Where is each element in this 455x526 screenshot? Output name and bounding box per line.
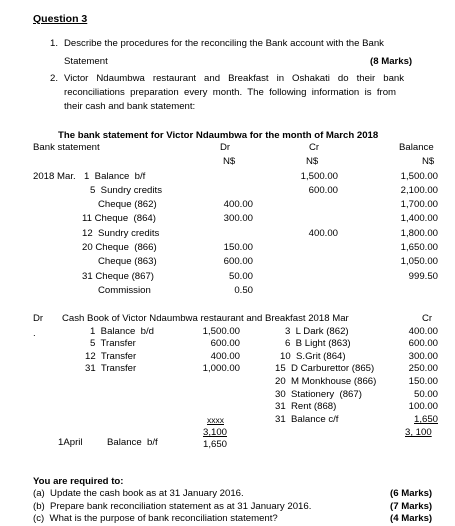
q1-number: 1.: [50, 38, 59, 49]
bank-row-desc: 1 Balance b/f: [84, 171, 146, 182]
q1-line1: Describe the procedures for the reconciling the Bank account with the Bank: [64, 38, 384, 49]
cashbook-credit-desc: 3 L Dark (862): [285, 326, 349, 337]
question-heading: Question 3: [33, 13, 88, 25]
bank-dr-header: Dr: [220, 142, 231, 153]
cashbook-debit-amount: 400.00: [210, 351, 240, 362]
q2-line1: Victor Ndaumbwa restaurant and Breakfast in Oshakati do their bank: [64, 73, 405, 84]
q1-line2: Statement: [64, 56, 108, 67]
cashbook-dot: .: [33, 328, 36, 339]
bank-dr-currency: N$: [223, 156, 236, 167]
bank-statement-title: The bank statement for Victor Ndaumbwa for the month of March 2018: [58, 130, 379, 141]
bank-cr-header: Cr: [309, 142, 320, 153]
required-item-marks: (4 Marks): [390, 513, 433, 524]
cashbook-credit-desc: 31 Rent (868): [275, 401, 337, 412]
cashbook-debit-desc: 31 Transfer: [85, 363, 137, 374]
cashbook-cr-label: Cr: [422, 313, 433, 324]
required-heading: You are required to:: [33, 476, 124, 487]
bank-row-balance: 1,700.00: [400, 199, 438, 210]
bank-row-desc: 20 Cheque (866): [82, 242, 157, 253]
bank-row-balance: 1,800.00: [400, 228, 438, 239]
cashbook-credit-desc: 20 M Monkhouse (866): [275, 376, 377, 387]
q2-number: 2.: [50, 73, 59, 84]
cashbook-credit-amount: 50.00: [413, 389, 438, 400]
bank-row-dr: 0.50: [234, 285, 253, 296]
cashbook-balance-bf-amount: 1,650: [203, 439, 228, 450]
cashbook-debit-xxxx: xxxx: [207, 415, 224, 425]
bank-year-month: 2018 Mar.: [33, 171, 76, 182]
bank-cr-currency: N$: [306, 156, 319, 167]
cashbook-april-date: 1April: [58, 437, 83, 448]
cashbook-april-desc: Balance b/f: [107, 437, 158, 448]
bank-row-desc: Cheque (863): [98, 256, 157, 267]
required-item-text: (c) What is the purpose of bank reconciliation statement?: [33, 513, 278, 524]
bank-row-cr: 400.00: [308, 228, 338, 239]
bank-row-desc: 12 Sundry credits: [82, 228, 160, 239]
cashbook-credit-desc: 30 Stationery (867): [275, 389, 362, 400]
cashbook-debit-total: 3,100: [203, 427, 228, 438]
cashbook-debit-amount: 1,000.00: [202, 363, 240, 374]
cashbook-credit-desc: 6 B Light (863): [285, 338, 351, 349]
bank-row-dr: 600.00: [223, 256, 253, 267]
bank-row-dr: 300.00: [223, 213, 253, 224]
cashbook-credit-amount: 100.00: [408, 401, 438, 412]
bank-row-dr: 150.00: [223, 242, 253, 253]
cashbook-dr-label: Dr: [33, 313, 44, 324]
bank-row-balance: 2,100.00: [400, 185, 438, 196]
bank-row-dr: 400.00: [223, 199, 253, 210]
bank-row-balance: 1,500.00: [400, 171, 438, 182]
required-item-marks: (6 Marks): [390, 488, 433, 499]
bank-row-dr: 50.00: [228, 271, 253, 282]
cashbook-credit-amount: 250.00: [408, 363, 438, 374]
bank-row-desc: Cheque (862): [98, 199, 157, 210]
bank-row-balance: 1,050.00: [400, 256, 438, 267]
required-item-text: (a) Update the cash book as at 31 January 2016.: [33, 488, 244, 499]
bank-row-balance: 1,400.00: [400, 213, 438, 224]
bank-balance-currency: N$: [422, 156, 435, 167]
cashbook-credit-total: 3, 100: [405, 427, 432, 438]
cashbook-title: Cash Book of Victor Ndaumbwa restaurant and Breakfast 2018 Mar: [62, 313, 349, 324]
cashbook-debit-desc: 1 Balance b/d: [90, 326, 155, 337]
q2-line2: reconciliations preparation every month. The following information is from: [64, 87, 397, 98]
cashbook-credit-amount: 1,650: [413, 414, 438, 425]
cashbook-credit-desc: 15 D Carburettor (865): [275, 363, 375, 374]
bank-statement-label: Bank statement: [33, 142, 100, 153]
cashbook-debit-amount: 1,500.00: [202, 326, 240, 337]
bank-row-balance: 999.50: [408, 271, 438, 282]
q2-line3: their cash and bank statement:: [64, 101, 196, 112]
required-item-text: (b) Prepare bank reconciliation statement as at 31 January 2016.: [33, 501, 312, 512]
cashbook-credit-amount: 400.00: [408, 326, 438, 337]
required-item-marks: (7 Marks): [390, 501, 433, 512]
cashbook-debit-desc: 12 Transfer: [85, 351, 137, 362]
bank-row-cr: 600.00: [308, 185, 338, 196]
bank-row-desc: 11 Cheque (864): [82, 213, 156, 224]
bank-row-desc: 31 Cheque (867): [82, 271, 155, 282]
cashbook-credit-amount: 600.00: [408, 338, 438, 349]
q1-marks: (8 Marks): [370, 56, 413, 67]
cashbook-credit-desc: 31 Balance c/f: [275, 414, 339, 425]
cashbook-credit-amount: 300.00: [408, 351, 438, 362]
bank-row-balance: 1,650.00: [400, 242, 438, 253]
bank-row-desc: Commission: [98, 285, 151, 296]
cashbook-debit-amount: 600.00: [210, 338, 240, 349]
bank-row-cr: 1,500.00: [300, 171, 338, 182]
cashbook-credit-desc: 10 S.Grit (864): [280, 351, 346, 362]
cashbook-debit-desc: 5 Transfer: [90, 338, 136, 349]
bank-row-desc: 5 Sundry credits: [90, 185, 162, 196]
bank-balance-header: Balance: [399, 142, 434, 153]
cashbook-credit-amount: 150.00: [408, 376, 438, 387]
